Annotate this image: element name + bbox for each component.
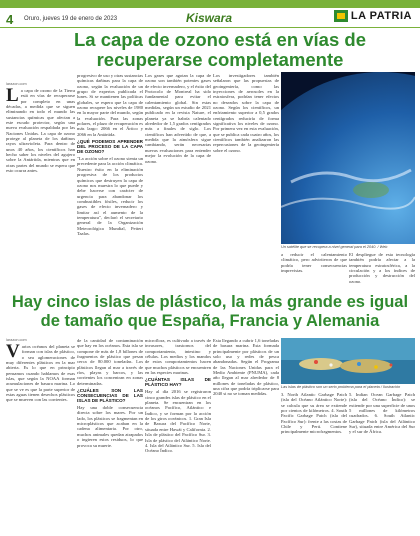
header-stripe — [0, 0, 420, 8]
article2-subhead-2: ¿CUÁNTAS ISLAS DE PLÁSTICO HAY? — [145, 377, 211, 388]
article2-col2-text: de la cantidad de contaminación que hay en los océanos. Esta isla se compone de más de 1,8 billones de fragmentos de plástico que pesan cerca de 80.000 toneladas. Los plásticos llegan al mar a través de ríos, playas y barcos, y las corrientes los concentran en zonas determinadas. — [77, 338, 143, 386]
article1-col5-text: a reducir el calentamiento climático, pero advirtieron de que podría tener consecuencias imprevistas. — [281, 252, 347, 274]
article1-column-4 — [213, 73, 279, 292]
article1-column-5 — [281, 252, 347, 292]
article2-column-4 — [213, 338, 279, 534]
article2-col5-text: 3. North Atlantic Garbage Patch (isla del Océano Atlántico Norte): se calcula que su área se extiende por cientos de kilómetros. 4. South Pacific Garbage Patch (isla del Pacífico Sur): frente a las costas de Chile y Perú. Contiene principalmente microfragmentos. — [281, 392, 347, 435]
article2-dropcap: V — [6, 341, 20, 362]
article1-source: larazon.com — [6, 82, 27, 86]
article2-source: larazon.com — [6, 338, 27, 342]
article2-col3-text: microflora, es cultivado a través de invasores, trastornos del comportamiento, intestino y células. Los medios y los mandos de estos comportamientos hacen que muchos plásticos se encuentren en las especies marinas. — [145, 338, 211, 376]
article1-column-6 — [349, 252, 415, 292]
article2-col4-text: Esta llegando a cubrir 1,6 toneladas de basura marina. Esta formada principalmente por plásticos de un solo uso y redes de pesca abandonadas. Según el Programa de las Naciones Unidas para el Medio Ambiente (PNUMA), cada año llegan al mar alrededor de 8 millones de toneladas de plástico, una cifra que podría triplicarse para 2040 si no se toman medidas. — [213, 338, 279, 397]
article1-column-2 — [77, 73, 143, 292]
article2-column-3 — [145, 338, 211, 534]
ocean-plastic-image-icon — [281, 338, 415, 384]
article1-col1-text: a capa de ozono de la Tierra está en vías de recuperarse por completo en unas décadas, a medida que se siguen eliminando en todo el mundo las sustancias químicas que afectan a este escudo protector, según una nueva evaluación respaldada por las Naciones Unidas. La capa de ozono protege al planeta de los dañinos rayos ultravioleta. Para dentro de unos 40 años, los científicos han hecho saber los niveles del agujero sobre la Antártida, mientras que en otras partes del mundo se espera que esto ocurra antes. — [6, 88, 75, 174]
section-name: Kiswara — [186, 11, 233, 25]
article1-col2-text: progresivo de uso y otras sustancias químicas dañinas para la capa de ozono, según la evaluación de un grupo de expertos publicada el lunes. Si se mantienen las políticas globales, se espera que la capa de ozono recupere los niveles de 1980 en la mayor parte del mundo, según la evaluación. Para las zonas polares, el plazo de recuperación es más largo: 2066 en el Ártico y 2066 en la Antártida. — [77, 73, 143, 137]
newspaper-logo — [334, 10, 412, 22]
logo-name: LA PATRIA — [350, 10, 412, 22]
article1-col2b-text: "La acción sobre el ozono sienta un precedente para la acción climática. Nuestro éxito en la eliminación progresiva de los productos químicos que destruyen la capa de ozono nos muestra lo que puede y debe hacerse con carácter de urgencia para abandonar los combustibles fósiles, reducir los gases de efecto invernadero y limitar así el aumento de la temperatura", declaró el secretario general de la Organización Meteorológica Mundial, Petteri Taalas. — [77, 156, 143, 236]
article2-subhead-1: ¿CUÁLES SON LAS CONSECUENCIAS DE LAS ISLAS DE PLÁSTICO? — [77, 388, 143, 404]
dateline: Oruro, jueves 19 de enero de 2023 — [24, 16, 118, 22]
article2-col3b-text: Hay al día 2016 se registraron cinco grandes islas de plástico en el planeta. Se encuentran en los océanos Pacífico, Atlántico e Índico, y se forman por la acción de los giros oceánicos. 1. Gran Isla de Basura del Pacífico Norte, situada entre Hawái y California. 2. Isla de plástico del Pacífico Sur. 3. Isla de plástico del Atlántico Norte. 4. Isla del Atlántico Sur. 5. Isla del Océano Índico. — [145, 389, 211, 454]
article1-column-1 — [6, 82, 75, 292]
flag-logo-icon — [334, 10, 348, 22]
earth-image-icon — [281, 72, 415, 244]
article1-headline: La capa de ozono está en vías de recuperarse completamente — [74, 29, 366, 70]
article1-photo-caption: Un satélite que se recupera a nivel general para el 2040. / Web — [281, 245, 388, 249]
article2-column-6 — [349, 392, 415, 534]
plastic-island-photo — [281, 338, 415, 384]
page-number: 4 — [6, 12, 14, 27]
article2-column-5 — [281, 392, 347, 534]
article2-headline: Hay cinco islas de plástico, la más grande es igual de tamaño que España, Francia y Alemania — [11, 293, 409, 330]
page-header — [0, 0, 420, 27]
article1-col4-text: Los investigadores también señalaron que las propuestas de geoingeniería, como las inyecciones de aerosoles en la estratosfera, podrían tener efectos no deseados sobre la capa de ozono. Según los científicos, un enfriamiento superior a 0,5 grados centígrados reduciría de forma significativa los niveles de ozono. Por primera vez en esta evaluación, que se publica cada cuatro años, los científicos también analizaron las repercusiones de la geoingeniería sobre el ozono. — [213, 73, 279, 153]
article2-column-2 — [77, 338, 143, 534]
article2-photo-caption: Las islas de plástico son un serio problema para el planeta / Ilustración — [281, 385, 401, 389]
ozone-earth-photo — [281, 72, 415, 244]
article1-col6-text: El despliegue de esta tecnología también podría afectar a la temperatura estratosférica, a la circulación y a los índices de producción y destrucción del ozono. — [349, 252, 415, 284]
article2-col6-text: 5. Indian Ocean Garbage Patch (isla del Océano Índico): se extiende por una superficie de unos 5 millones de kilómetros cuadrados. 6. South Atlantic Garbage Patch (isla del Atlántico Sur), situada entre América del Sur y el sur de África. — [349, 392, 415, 435]
article2-column-1 — [6, 338, 75, 534]
article1-col3-text: Los gases que agotan la capa de ozono son también potentes gases de efecto invernadero, y el éxito del Protocolo de Montreal ha sido fundamental para evitar el calentamiento global. Sin estas medidas, según un estudio de 2021 publicado en la revista Nature, el planeta ya se habría calentado alrededor de 1,5 grados centígrados más a finales de siglo. Los científicos han advertido de que, a medida que la atmósfera sigue cambiando, serán necesarias nuevas evaluaciones para entender mejor la evolución de la capa de ozono. — [145, 73, 211, 164]
article1-dropcap: L — [6, 85, 19, 106]
article1-subhead: ¿QUÉ PODEMOS APRENDER DEL PROCESO DE LA CAPA DE OZONO? — [77, 139, 143, 155]
header-rule — [0, 27, 420, 28]
article1-column-3 — [145, 73, 211, 292]
article2-col2b-text: Hay una doble consecuencia directa sobre los mares. Por un lado, los plásticos se fragmentan en microplásticos que acaban en la cadena alimentaria. Por otro, muchos animales quedan atrapados o ingieren estos residuos, lo que provoca su muerte. — [77, 405, 143, 448]
article2-col1-text: arios océanos del planeta se forman con islas de plástico, o sea aglomeraciones de muy diferentes plásticos en la mar abierta. Es lo que en principio pensamos cuando hablamos de esas islas, que según la NOAA forman acumulaciones de basura marina. Lo que se ve es que la parte superior de estas aguas tienen desechos plásticos que se mueven con las corrientes. — [6, 344, 75, 403]
